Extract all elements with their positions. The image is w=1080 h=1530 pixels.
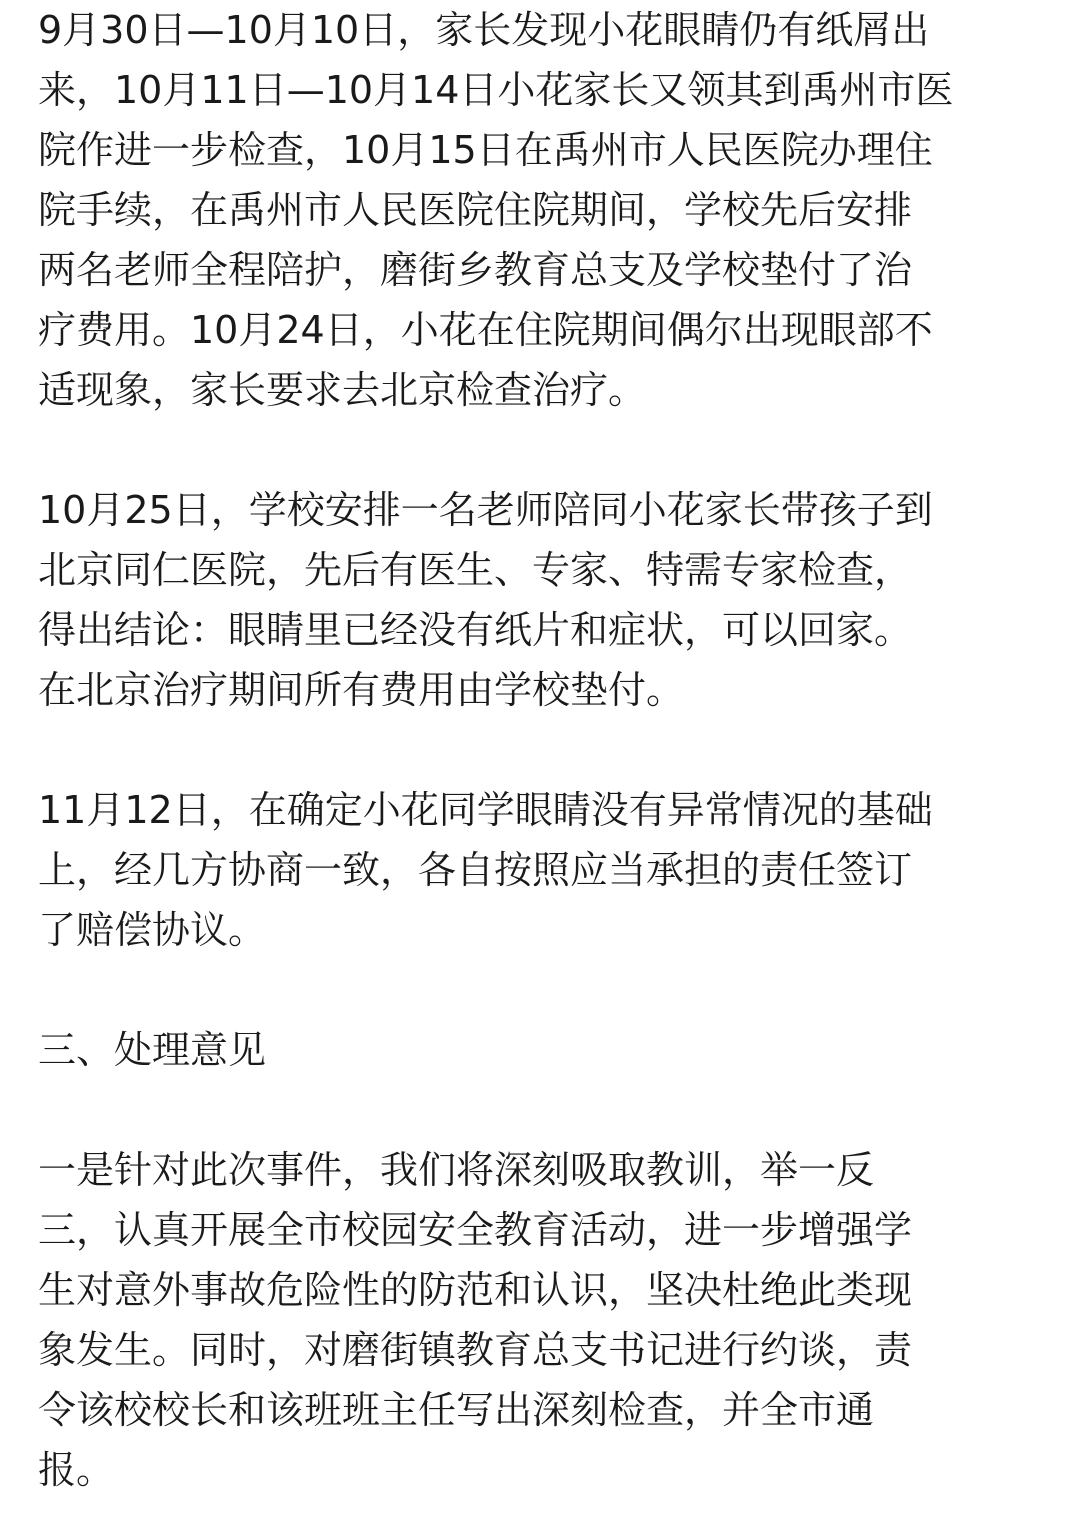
text-line: 三，认真开展全市校园安全教育活动，进一步增强学 xyxy=(38,1208,913,1252)
text-line: 适现象，家长要求去北京检查治疗。 xyxy=(38,368,647,412)
text-line: 11月12日，在确定小花同学眼睛没有异常情况的基础 xyxy=(38,788,933,832)
text-line: 院作进一步检查，10月15日在禹州市人民医院办理住 xyxy=(38,128,933,172)
text-line: 疗费用。10月24日，小花在住院期间偶尔出现眼部不 xyxy=(38,308,933,352)
text-line: 9月30日—10月10日，家长发现小花眼睛仍有纸屑出 xyxy=(38,8,930,52)
text-line: 象发生。同时，对磨街镇教育总支书记进行约谈，责 xyxy=(38,1328,913,1372)
text-line: 北京同仁医院，先后有医生、专家、特需专家检查， xyxy=(38,548,913,592)
section-heading: 三、处理意见 xyxy=(38,1028,267,1072)
text-line: 令该校校长和该班班主任写出深刻检查，并全市通 xyxy=(38,1388,875,1432)
text-line: 两名老师全程陪护，磨街乡教育总支及学校垫付了治 xyxy=(38,248,913,292)
text-line: 上，经几方协商一致，各自按照应当承担的责任签订 xyxy=(38,848,913,892)
text-line: 来，10月11日—10月14日小花家长又领其到禹州市医 xyxy=(38,68,954,112)
text-line: 了赔偿协议。 xyxy=(38,908,267,952)
text-line: 报。 xyxy=(38,1448,115,1492)
text-line: 10月25日，学校安排一名老师陪同小花家长带孩子到 xyxy=(38,488,933,532)
text-line: 在北京治疗期间所有费用由学校垫付。 xyxy=(38,668,685,712)
text-line: 院手续，在禹州市人民医院住院期间，学校先后安排 xyxy=(38,188,913,232)
text-line: 一是针对此次事件，我们将深刻吸取教训，举一反 xyxy=(38,1148,875,1192)
text-line: 生对意外事故危险性的防范和认识，坚决杜绝此类现 xyxy=(38,1268,913,1312)
text-line: 得出结论：眼睛里已经没有纸片和症状，可以回家。 xyxy=(38,608,913,652)
article-body xyxy=(38,0,1038,1530)
